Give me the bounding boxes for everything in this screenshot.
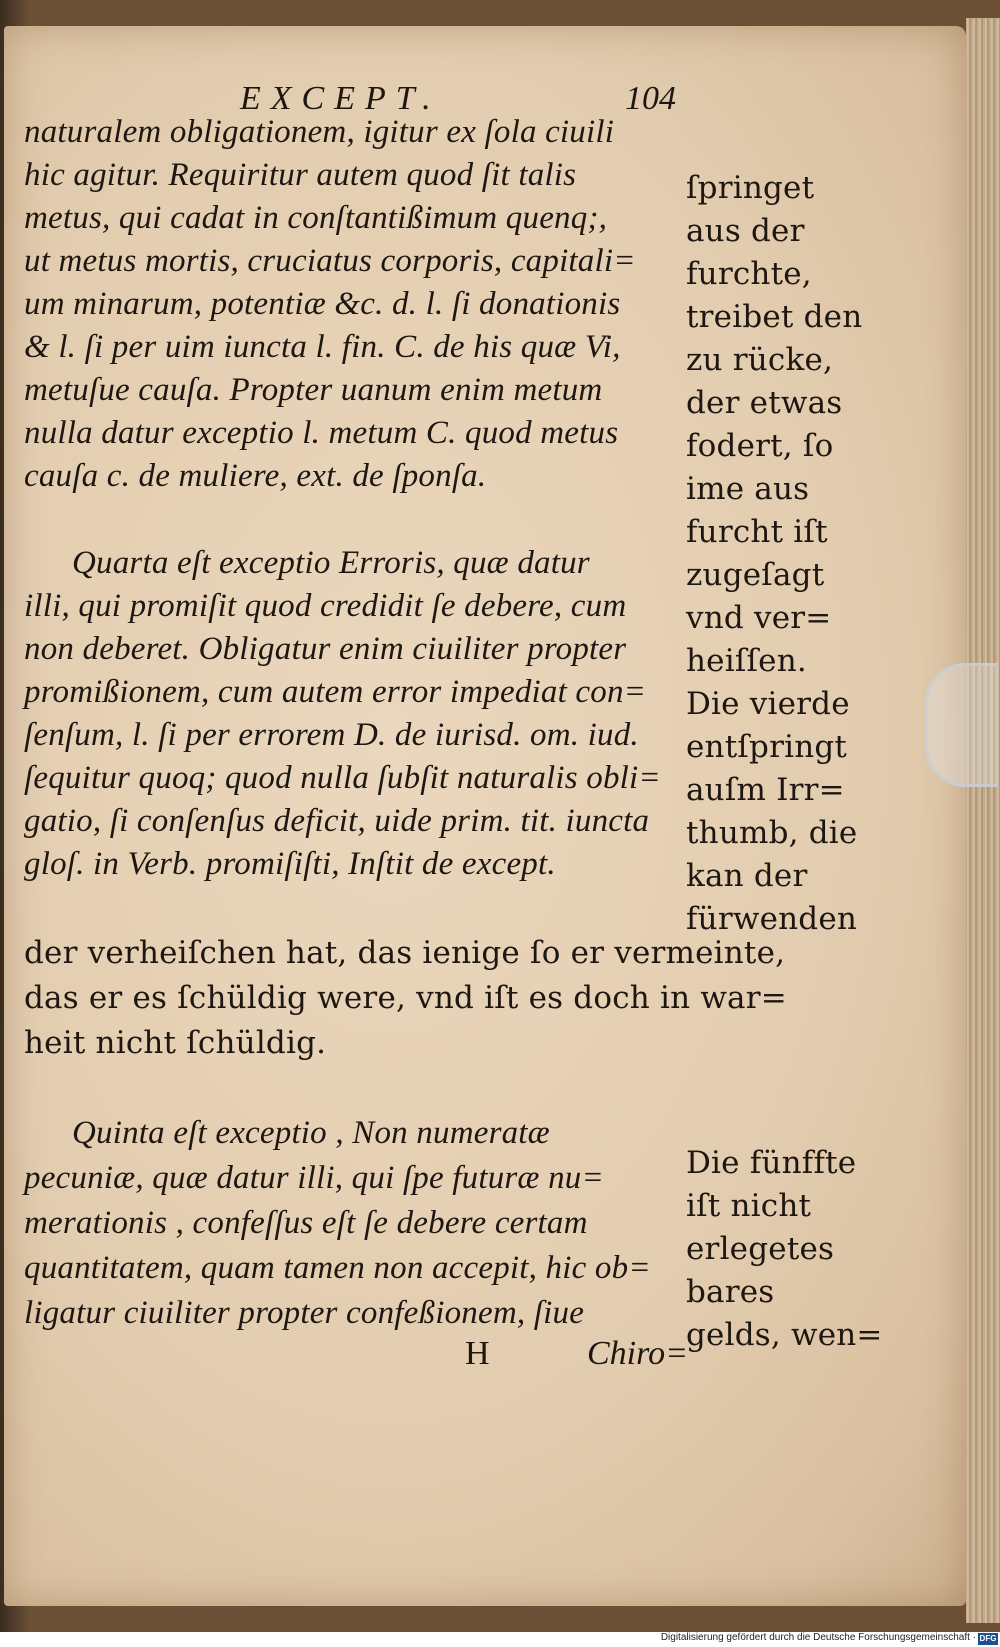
page-edge xyxy=(966,18,1000,1623)
text-line: illi, qui promiſit quod credidit ſe debere, cum xyxy=(24,588,627,624)
gloss-line: fodert, ſo xyxy=(686,428,834,464)
gloss-line: aus der xyxy=(686,213,805,249)
gloss-line: vnd ver= xyxy=(686,600,832,636)
gloss-line: gelds, wen= xyxy=(686,1317,883,1353)
gloss-line: bares xyxy=(686,1274,775,1310)
text-line: das er es ſchüldig were, vnd iſt es doch in war= xyxy=(24,980,787,1016)
text-line: metus, qui cadat in conſtantißimum quenq;, xyxy=(24,200,608,236)
funding-credit: Digitalisierung gefördert durch die Deutsche Forschungsgemeinschaft · xyxy=(660,1632,976,1643)
gloss-line: Die vierde xyxy=(686,686,850,722)
gloss-line: furchte, xyxy=(686,256,812,292)
gloss-line: kan der xyxy=(686,858,808,894)
text-line: ſenſum, l. ſi per errorem D. de iurisd. om. iud. xyxy=(24,717,639,753)
gloss-line: erlegetes xyxy=(686,1231,835,1267)
text-line: ligatur ciuiliter propter confeßionem, ſiue xyxy=(24,1295,585,1331)
text-line: heit nicht ſchüldig. xyxy=(24,1025,327,1061)
text-line: non deberet. Obligatur enim ciuiliter propter xyxy=(24,631,627,667)
text-line: cauſa c. de muliere, ext. de ſponſa. xyxy=(24,458,487,494)
gloss-line: ime aus xyxy=(686,471,810,507)
text-line: Quarta eſt exceptio Erroris, quæ datur xyxy=(72,545,590,581)
gloss-line: treibet den xyxy=(686,299,863,335)
page-number: 104 xyxy=(625,80,676,117)
footer-bar xyxy=(0,1632,1000,1647)
gloss-line: heiſſen. xyxy=(686,643,807,679)
signature-mark: H xyxy=(465,1335,490,1372)
gloss-line: der etwas xyxy=(686,385,843,421)
text-line: merationis , confeſſus eſt ſe debere certam xyxy=(24,1205,588,1241)
gloss-line: thumb, die xyxy=(686,815,858,851)
gloss-line: Die fünffte xyxy=(686,1145,857,1181)
text-line: ut metus mortis, cruciatus corporis, capitali= xyxy=(24,243,636,279)
text-line: um minarum, potentiæ &c. d. l. ſi donationis xyxy=(24,286,621,322)
gloss-line: zugeſagt xyxy=(686,557,825,593)
text-line: quantitatem, quam tamen non accepit, hic ob= xyxy=(24,1250,651,1286)
text-line: Quinta eſt exceptio , Non numeratæ xyxy=(72,1115,550,1151)
page-clip xyxy=(925,663,998,787)
text-line: der verheiſchen hat, das ienige ſo er vermeinte, xyxy=(24,935,786,971)
text-line: pecuniæ, quæ datur illi, qui ſpe futuræ nu= xyxy=(24,1160,604,1196)
text-line: gloſ. in Verb. promiſiſti, Inſtit de except. xyxy=(24,846,556,882)
gloss-line: ſpringet xyxy=(686,170,815,206)
text-line: nulla datur exceptio l. metum C. quod metus xyxy=(24,415,619,451)
text-line: naturalem obligationem, igitur ex ſola ciuili xyxy=(24,114,615,150)
catchword: Chiro= xyxy=(587,1335,689,1372)
gloss-line: entſpringt xyxy=(686,729,848,765)
dfg-logo: DFG xyxy=(979,1634,997,1643)
gloss-line: furcht iſt xyxy=(686,514,828,550)
text-line: promißionem, cum autem error impediat con= xyxy=(24,674,647,710)
gloss-line: zu rücke, xyxy=(686,342,834,378)
text-line: metuſue cauſa. Propter uanum enim metum xyxy=(24,372,603,408)
text-line: hic agitur. Requiritur autem quod ſit talis xyxy=(24,157,577,193)
gloss-line: fürwenden xyxy=(686,901,858,937)
gloss-line: auſm Irr= xyxy=(686,772,845,808)
text-line: ſequitur quoq; quod nulla ſubſit naturalis obli= xyxy=(24,760,661,796)
gloss-line: iſt nicht xyxy=(686,1188,812,1224)
text-line: gatio, ſi conſenſus deficit, uide prim. tit. iuncta xyxy=(24,803,650,839)
text-line: & l. ſi per uim iuncta l. fin. C. de his quæ Vi, xyxy=(24,329,621,365)
running-title: EXCEPT. xyxy=(240,80,441,117)
